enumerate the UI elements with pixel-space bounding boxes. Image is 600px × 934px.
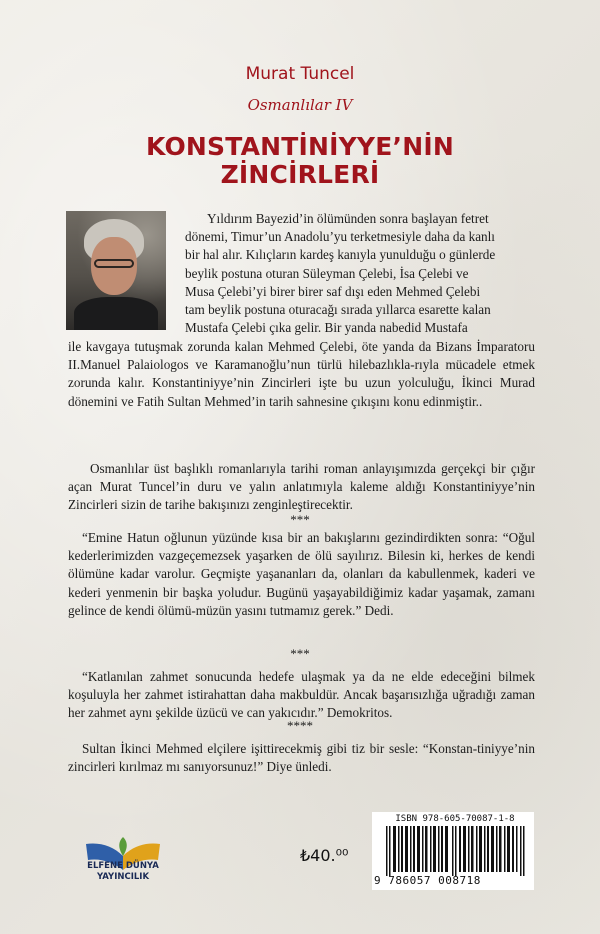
quote-sultan-mehmed: Sultan İkinci Mehmed elçilere işittirecekmiş gibi tiz bir sesle: “Konstan-tiniyye’nin zincirleri kırılmaz mı sanıyorsunuz!” Diye ünledi. [68,741,535,775]
book-title [0,133,600,189]
publisher-name [68,861,178,883]
author-photo [66,211,166,330]
price: ₺40.⁰⁰ [300,846,349,865]
synopsis-line: dönemi, Timur’un Anadolu’yu terketmesiyle daha da kanlı [185,229,495,245]
author-name: Murat Tuncel [245,64,355,84]
synopsis-beside-photo [185,210,535,337]
publisher-name-line2: YAYINCILIK [96,872,150,882]
synopsis-line: beylik postuna oturan Süleyman Çelebi, İsa Çelebi ve [185,265,469,281]
barcode-digits: 9 786057 008718 [374,874,481,887]
quote-emine-hatun: “Emine Hatun oğlunun yüzünde kısa bir an bakışlarını gezindirdikten sonra: “Oğul kederlerimizden vazgeçemezsek yaşarken de ölü sayılırız. Bilesin ki, herkes de kendi ölümüne kadar varolur. Geçmişte yaşananları da, olanları da kabullenmek, kaderi ve kederi yenmenin bir başka yoludur. Bugünü yaşayabildiğimiz kadar yaşamak, zamanı gelince de kendi ölümü-müzün yasını tutmamız gerek.” Dedi. [68,530,535,618]
synopsis-line: Yıldırım Bayezid’in ölümünden sonra başlayan fetret [207,211,489,226]
quote-demokritos: “Katlanılan zahmet sonucunda hedefe ulaşmak ya da ne elde edeceğini bilmek koşuluyla her zahmet istirahattan daha makbuldür. Ancak başarısızlığa uğradığı zaman her zahmet aynı şekilde üzücü ve can yakıcıdır.” Demokritos. [68,669,535,721]
series-title: Osmanlılar IV [247,96,353,114]
synopsis-line: Mustafa Çelebi çıka gelir. Bir yanda nabedid Mustafa [185,320,468,336]
book-title-line2: ZİNCİRLERİ [220,160,380,189]
synopsis-line: tam beylik postuna oturacağı sırada yıllarca esarette kalan [185,302,491,318]
separator: *** [290,512,310,527]
separator: **** [287,718,313,733]
book-title-line1: KONSTANTİNİYYE’NİN [146,132,454,161]
synopsis-line: Musa Çelebi’yi birer birer saf dışı eden Mehmed Çelebi [185,283,481,299]
barcode-icon [386,826,526,876]
publisher-name-line1: ELFENE DÜNYA [87,861,159,871]
promo-paragraph: Osmanlılar üst başlıklı romanlarıyla tarihi roman anlayışımızda gerçekçi bir çığır açan Murat Tuncel’in duru ve yalın anlatımıyla kaleme aldığı Konstantiniyye’nin Zincirleri sizin de tarihe bakışınızı zenginleştirecektir. [68,461,535,513]
isbn-number: ISBN 978-605-70087-1-8 [395,814,515,824]
synopsis-line: bir hal alır. Kılıçların kardeş kanıyla yunulduğu o günlerde [185,247,496,263]
isbn-barcode [372,812,534,890]
separator: *** [290,646,310,661]
synopsis-continued: ile kavgaya tutuşmak zorunda kalan Mehmed Çelebi, öte yanda da Bizans İmparatoru II.Manuel Palaiologos ve Karamanoğlu’nun türlü hilebazlıkla-rıyla mücadele etmek zorunda kalır. Konstantiniyye’nin Zincirleri işte bu uzun yolculuğu, İkinci Murad dönemini ve Fatih Sultan Mehmed’in tarih sahnesine çıkışını konu edinmiştir.. [68,339,535,409]
